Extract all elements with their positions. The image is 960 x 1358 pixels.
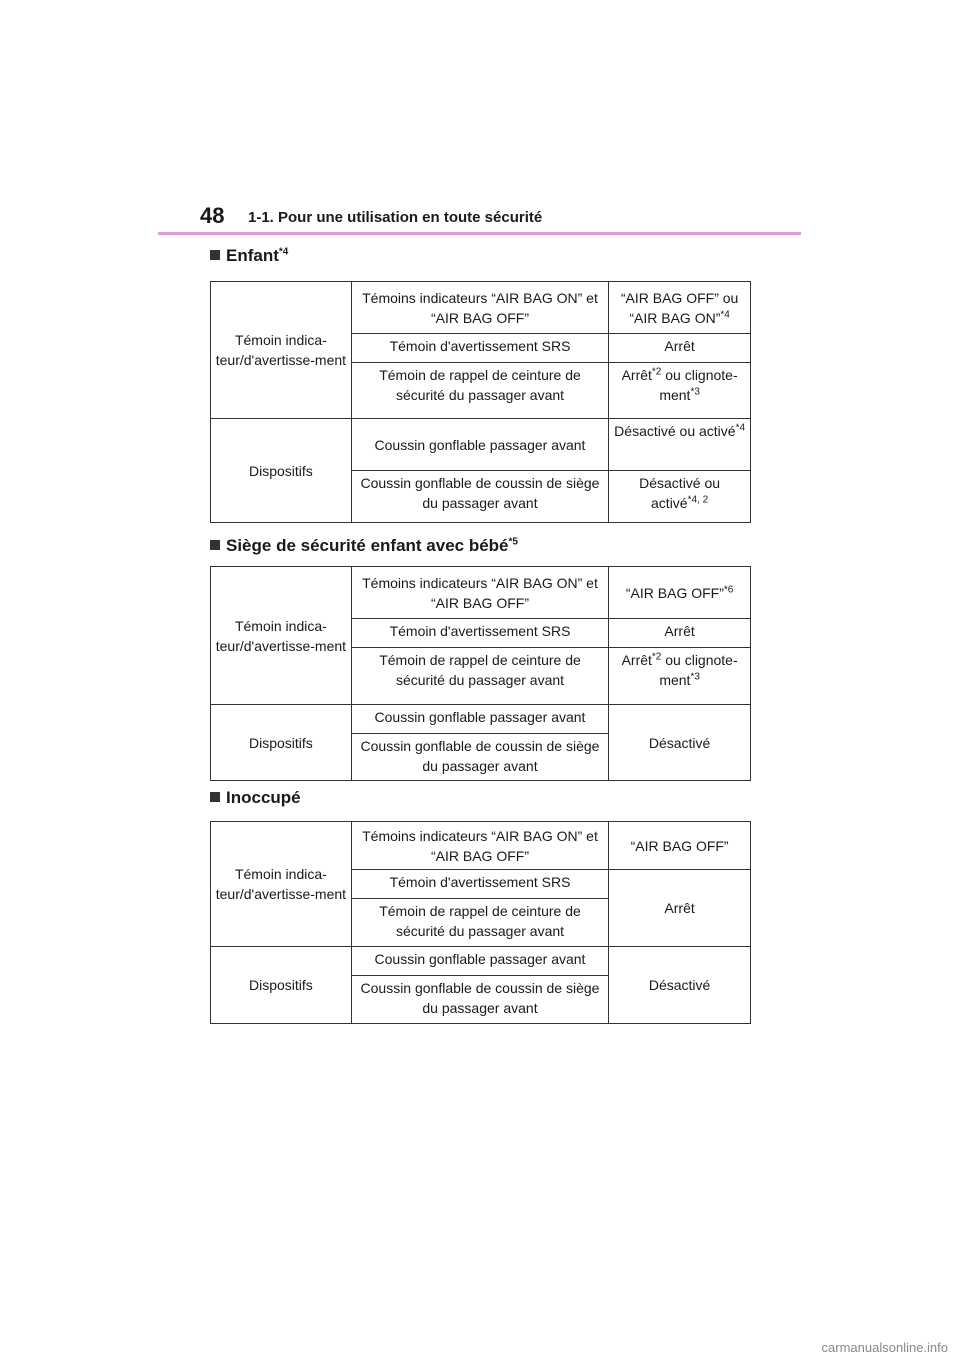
cell-temoins-indicateurs: Témoins indicateurs “AIR BAG ON” et “AIR BAG OFF” [351, 282, 608, 334]
cell-status-merged: Désactivé [609, 705, 751, 781]
cell-status: Arrêt$^{*2}$ ou clignote-ment$^{*3}$ [609, 648, 751, 705]
group-label-temoin: Témoin indica-teur/d'avertisse-ment [211, 567, 352, 705]
section-heading-inoccupe: Inoccupé [210, 788, 301, 808]
cell-coussin-passager: Coussin gonflable passager avant [351, 419, 608, 471]
cell-status: Arrêt [609, 619, 751, 648]
cell-status: “AIR BAG OFF”$^{*6}$ [609, 567, 751, 619]
page-number: 48 [200, 203, 225, 228]
group-label-temoin: Témoin indica-teur/d'avertisse-ment [211, 822, 352, 947]
cell-temoins-indicateurs: Témoins indicateurs “AIR BAG ON” et “AIR BAG OFF” [351, 567, 608, 619]
cell-status-merged: Arrêt [609, 870, 751, 947]
table-siege-bebe [210, 566, 751, 781]
cell-coussin-siege: Coussin gonflable de coussin de siège du passager avant [351, 734, 608, 781]
section-heading-siege-bebe: Siège de sécurité enfant avec bébé$^{*5}$ [210, 536, 518, 556]
cell-coussin-siege: Coussin gonflable de coussin de siège du passager avant [351, 471, 608, 523]
watermark: carmanualsonline.info [821, 1340, 948, 1355]
cell-srs: Témoin d'avertissement SRS [351, 619, 608, 648]
square-bullet-icon [210, 250, 220, 260]
cell-srs: Témoin d'avertissement SRS [351, 334, 608, 363]
cell-coussin-passager: Coussin gonflable passager avant [351, 947, 608, 976]
cell-coussin-siege: Coussin gonflable de coussin de siège du passager avant [351, 976, 608, 1024]
cell-coussin-passager: Coussin gonflable passager avant [351, 705, 608, 734]
group-label-dispositifs: Dispositifs [211, 419, 352, 523]
cell-ceinture: Témoin de rappel de ceinture de sécurité du passager avant [351, 363, 608, 419]
square-bullet-icon [210, 792, 220, 802]
cell-srs: Témoin d'avertissement SRS [351, 870, 608, 899]
cell-ceinture: Témoin de rappel de ceinture de sécurité du passager avant [351, 899, 608, 947]
cell-ceinture: Témoin de rappel de ceinture de sécurité du passager avant [351, 648, 608, 705]
group-label-dispositifs: Dispositifs [211, 947, 352, 1024]
table-inoccupe [210, 821, 751, 1024]
cell-temoins-indicateurs: Témoins indicateurs “AIR BAG ON” et “AIR BAG OFF” [351, 822, 608, 870]
square-bullet-icon [210, 540, 220, 550]
cell-status: “AIR BAG OFF” ou “AIR BAG ON”$^{*4}$ [609, 282, 751, 334]
chapter-title: 1-1. Pour une utilisation en toute sécurité [248, 209, 543, 226]
cell-status: Désactivé ou activé$^{*4}$ [609, 419, 751, 471]
group-label-temoin: Témoin indica-teur/d'avertisse-ment [211, 282, 352, 419]
group-label-dispositifs: Dispositifs [211, 705, 352, 781]
cell-status-merged: Désactivé [609, 947, 751, 1024]
page-header [0, 0, 960, 240]
cell-status: Désactivé ou activé$^{*4, 2}$ [609, 471, 751, 523]
cell-status: Arrêt [609, 334, 751, 363]
section-heading-enfant: Enfant$^{*4}$ [210, 246, 288, 266]
table-enfant [210, 281, 751, 523]
cell-status: “AIR BAG OFF” [609, 822, 751, 870]
cell-status: Arrêt$^{*2}$ ou clignote-ment$^{*3}$ [609, 363, 751, 419]
header-divider [158, 232, 801, 235]
